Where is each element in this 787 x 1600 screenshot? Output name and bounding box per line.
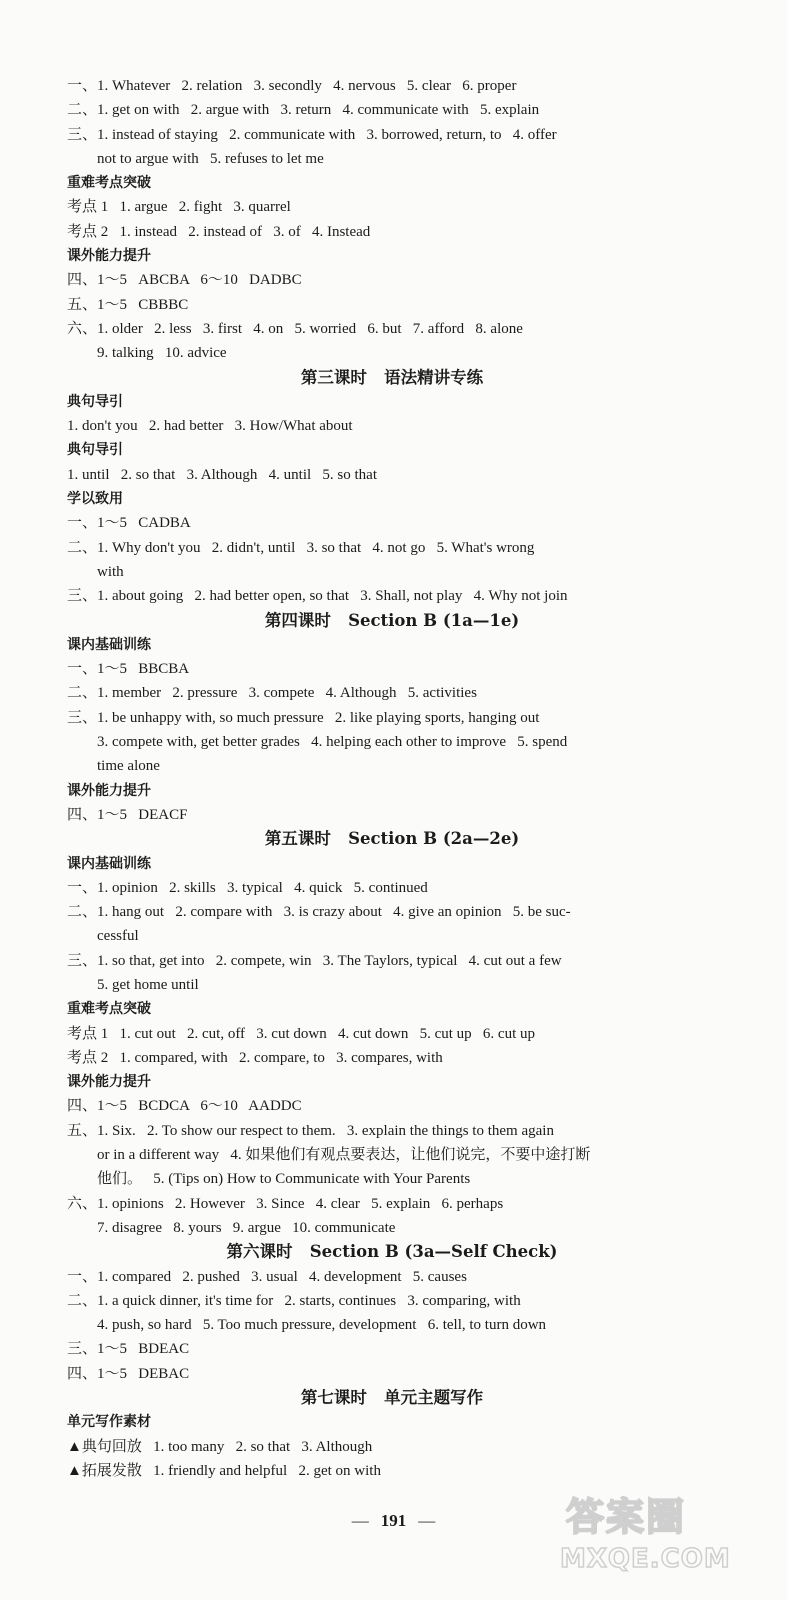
line-43: 四、1～5 BCDCA 6～10 AADDC: [67, 1098, 302, 1115]
line-31: 四、1～5 DEACF: [67, 806, 188, 823]
lesson-title: 第三课时 语法精讲专练: [300, 367, 484, 387]
line-7: 考点 2 1. instead 2. instead of 3. of 4. Instead: [67, 223, 371, 240]
section-heading: 课外能力提升: [67, 248, 151, 265]
line-28: 3. compete with, get better grades 4. helping each other to improve 5. spend: [97, 734, 568, 751]
line-12: 9. talking 10. advice: [97, 345, 227, 362]
line-4: not to argue with 5. refuses to let me: [97, 150, 324, 167]
line-53: 三、1～5 BDEAC: [67, 1341, 190, 1358]
line-29: time alone: [97, 758, 160, 775]
section-heading: 课外能力提升: [67, 1074, 151, 1091]
line-51: 二、1. a quick dinner, it's time for 2. starts, continues 3. comparing, with: [67, 1292, 521, 1309]
line-19: 一、1～5 CADBA: [67, 515, 191, 532]
section-heading: 典句导引: [67, 393, 123, 410]
line-38: 5. get home until: [97, 976, 199, 993]
line-35: 二、1. hang out 2. compare with 3. is crazy about 4. give an opinion 5. be suc-: [67, 904, 571, 921]
page-number-dash-left: —: [351, 1511, 369, 1530]
line-2: 二、1. get on with 2. argue with 3. return 4. communicate with 5. explain: [67, 102, 540, 119]
line-44: 五、1. Six. 2. To show our respect to them. 3. explain the things to them again: [67, 1122, 554, 1139]
line-40: 考点 1 1. cut out 2. cut, off 3. cut down 4. cut down 5. cut up 6. cut up: [67, 1025, 536, 1042]
line-21: with: [97, 563, 124, 580]
line-9: 四、1～5 ABCBA 6～10 DADBC: [67, 272, 302, 289]
line-22: 三、1. about going 2. had better open, so that 3. Shall, not play 4. Why not join: [67, 588, 568, 605]
line-10: 五、1～5 CBBBC: [67, 296, 189, 313]
line-41: 考点 2 1. compared, with 2. compare, to 3. compares, with: [67, 1049, 443, 1066]
line-46: 他们。 5. (Tips on) How to Communicate with Your Parents: [97, 1171, 471, 1188]
line-37: 三、1. so that, get into 2. compete, win 3. The Taylors, typical 4. cut out a few: [67, 952, 562, 969]
line-3: 三、1. instead of staying 2. communicate with 3. borrowed, return, to 4. offer: [67, 126, 557, 143]
line-17: 1. until 2. so that 3. Although 4. until 5. so that: [67, 466, 378, 483]
section-heading: 重难考点突破: [67, 1001, 151, 1018]
line-11: 六、1. older 2. less 3. first 4. on 5. worried 6. but 7. afford 8. alone: [67, 320, 523, 337]
page-number-dash-right: —: [418, 1511, 436, 1530]
line-45: or in a different way 4. 如果他们有观点要表达，让他们说完，不要中途打断: [97, 1147, 591, 1164]
watermark-title: 答案圈: [566, 1495, 687, 1539]
lesson-title: 第四课时 Section B (1a—1e): [264, 610, 520, 630]
lesson-title: 第六课时 Section B (3a—Self Check): [226, 1242, 558, 1262]
section-heading: 单元写作素材: [67, 1414, 151, 1431]
section-heading: 课内基础训练: [67, 855, 151, 872]
line-6: 考点 1 1. argue 2. fight 3. quarrel: [67, 199, 291, 216]
line-54: 四、1～5 DEBAC: [67, 1365, 190, 1382]
section-heading: 典句导引: [67, 442, 123, 459]
lesson-title: 第七课时 单元主题写作: [300, 1388, 484, 1408]
page-number-value: 191: [380, 1511, 407, 1530]
line-50: 一、1. compared 2. pushed 3. usual 4. development 5. causes: [67, 1268, 467, 1285]
watermark-logo: [560, 1482, 775, 1594]
line-1: 一、1. Whatever 2. relation 3. secondly 4. nervous 5. clear 6. proper: [67, 78, 517, 94]
section-heading: 学以致用: [67, 491, 123, 508]
line-48: 7. disagree 8. yours 9. argue 10. communicate: [97, 1219, 396, 1236]
section-heading: 课外能力提升: [67, 782, 151, 799]
line-47: 六、1. opinions 2. However 3. Since 4. clear 5. explain 6. perhaps: [67, 1195, 504, 1212]
line-20: 二、1. Why don't you 2. didn't, until 3. so that 4. not go 5. What's wrong: [67, 539, 535, 556]
section-heading: 重难考点突破: [67, 175, 151, 192]
line-25: 一、1～5 BBCBA: [67, 661, 190, 678]
line-27: 三、1. be unhappy with, so much pressure 2. like playing sports, hanging out: [67, 709, 540, 726]
line-34: 一、1. opinion 2. skills 3. typical 4. quick 5. continued: [67, 879, 428, 896]
line-58: ▲拓展发散 1. friendly and helpful 2. get on with: [67, 1462, 381, 1479]
section-heading: 课内基础训练: [67, 636, 151, 653]
line-36: cessful: [97, 928, 139, 945]
answer-key-page: [67, 74, 717, 1483]
line-52: 4. push, so hard 5. Too much pressure, development 6. tell, to turn down: [97, 1317, 547, 1334]
line-26: 二、1. member 2. pressure 3. compete 4. Although 5. activities: [67, 685, 477, 702]
line-57: ▲典句回放 1. too many 2. so that 3. Although: [67, 1438, 373, 1455]
line-15: 1. don't you 2. had better 3. How/What about: [67, 418, 353, 435]
watermark-url: MXQE.COM: [560, 1544, 731, 1574]
lesson-title: 第五课时 Section B (2a—2e): [264, 829, 520, 849]
